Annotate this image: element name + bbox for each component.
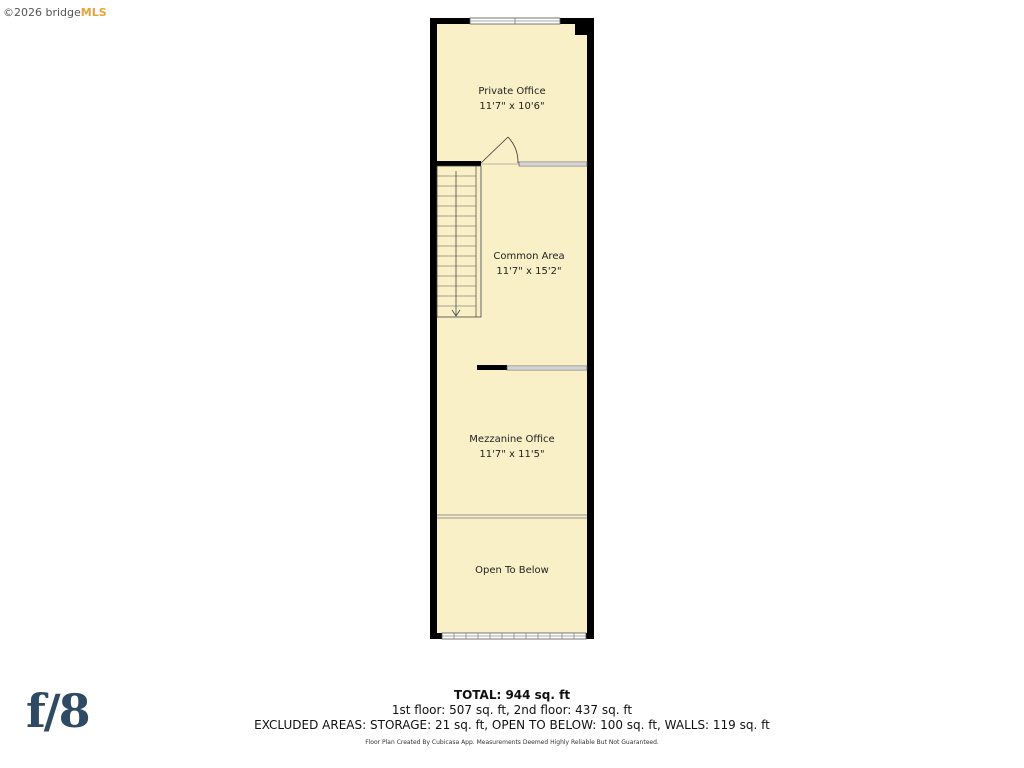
wall-corner-block bbox=[575, 18, 594, 35]
total-area: TOTAL: 944 sq. ft bbox=[453, 688, 571, 702]
room-name-mezzanine-office: Mezzanine Office bbox=[469, 434, 555, 445]
room-dims-common-area: 11'7" x 15'2" bbox=[496, 266, 562, 277]
excluded-areas: EXCLUDED AREAS: STORAGE: 21 sq. ft, OPEN TO BELOW: 100 sq. ft, WALLS: 119 sq. ft bbox=[254, 718, 770, 732]
room-name-open-to-below: Open To Below bbox=[475, 565, 549, 576]
partition-wall-middle bbox=[477, 365, 507, 370]
room-name-common-area: Common Area bbox=[493, 251, 565, 262]
floor-areas: 1st floor: 507 sq. ft, 2nd floor: 437 sq. ft bbox=[391, 703, 633, 717]
room-dims-private-office: 11'7" x 10'6" bbox=[479, 101, 545, 112]
glass-partition-middle bbox=[507, 366, 587, 370]
partition-wall-upper bbox=[436, 161, 481, 166]
staircase bbox=[437, 166, 481, 317]
area-summary bbox=[0, 684, 1024, 746]
f8-logo: f/8 bbox=[26, 684, 89, 738]
wall-right bbox=[587, 18, 594, 639]
room-name-private-office: Private Office bbox=[478, 86, 546, 97]
watermark-copyright: ©2026 bridge bbox=[3, 6, 81, 19]
floor-area bbox=[436, 22, 588, 634]
disclaimer: Floor Plan Created By Cubicasa App. Measurements Deemed Highly Reliable But Not Guaranteed. bbox=[365, 739, 659, 746]
glass-partition-upper bbox=[519, 162, 587, 166]
window-top bbox=[470, 18, 560, 24]
room-dims-mezzanine-office: 11'7" x 11'5" bbox=[479, 449, 545, 460]
watermark-brand: MLS bbox=[80, 6, 107, 19]
window-bottom bbox=[442, 633, 586, 639]
wall-left bbox=[430, 18, 437, 639]
